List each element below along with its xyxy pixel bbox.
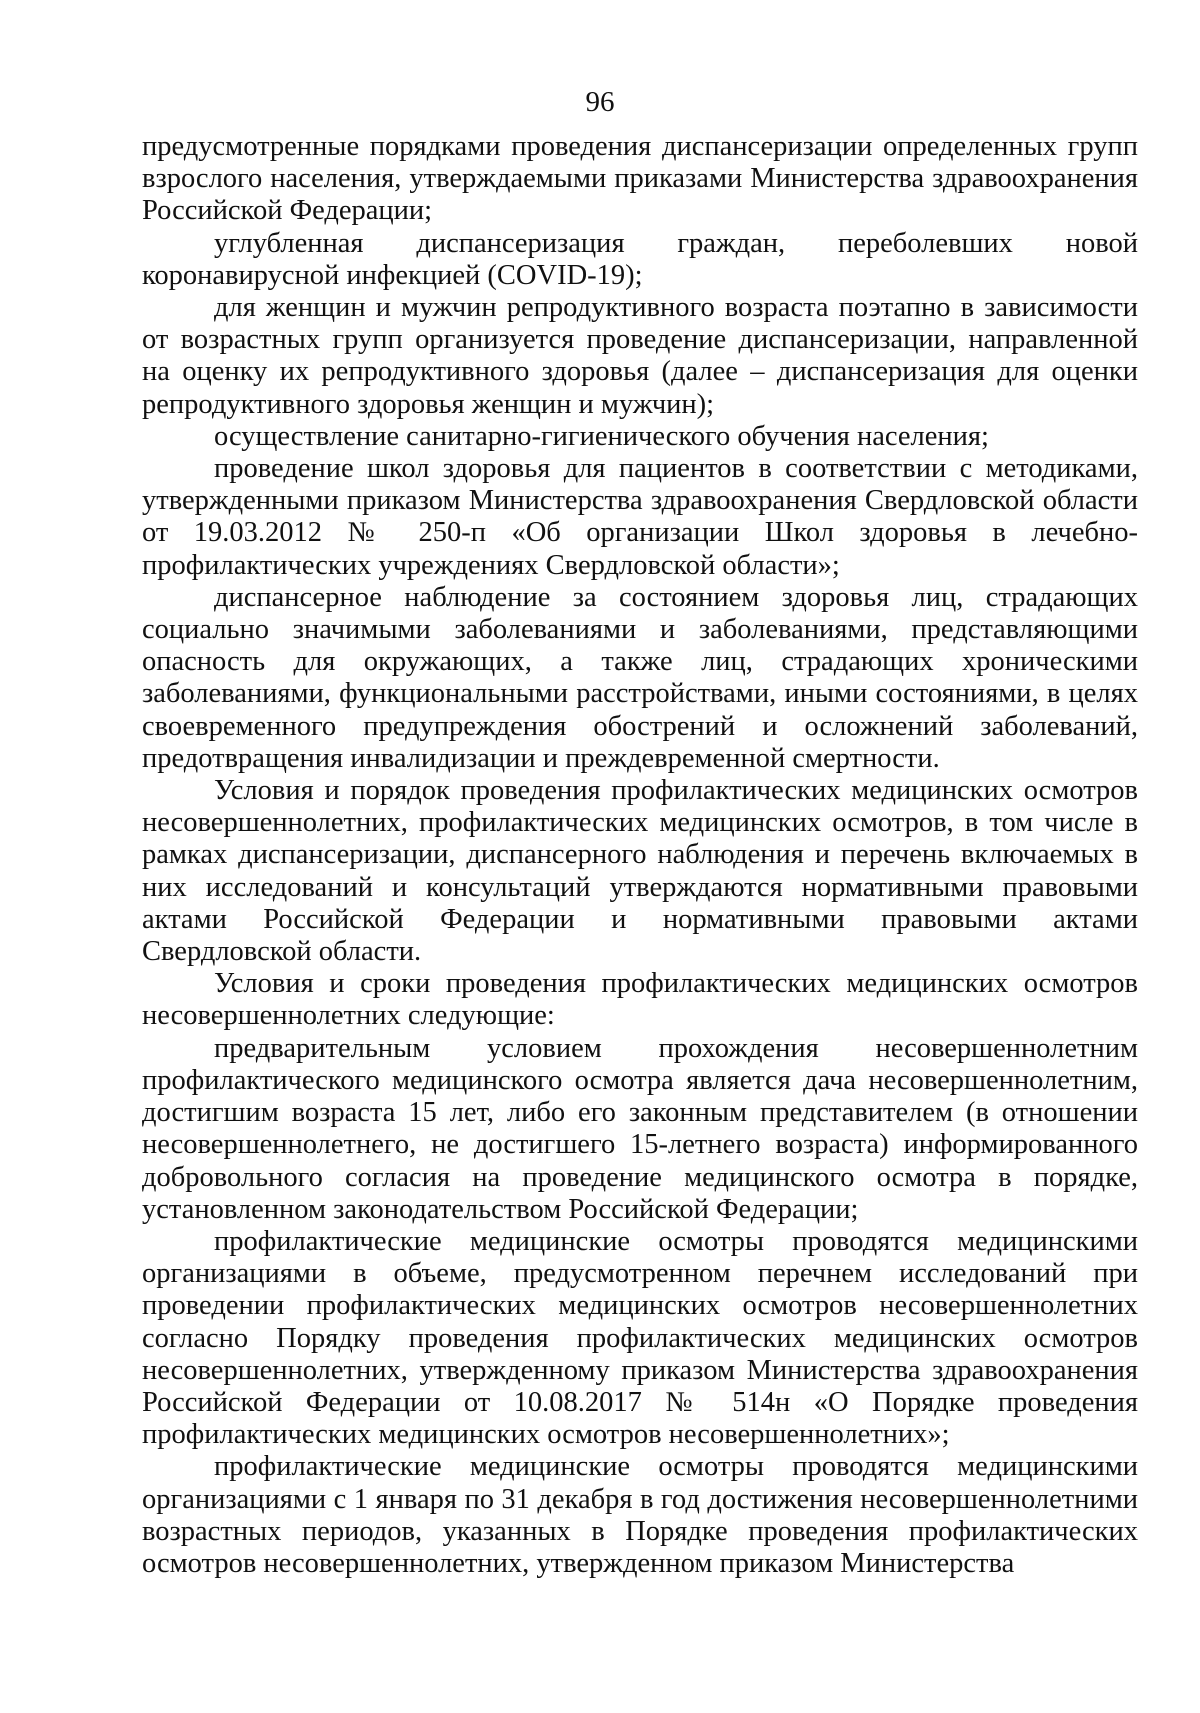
paragraph-covid-dispensarization: углубленная диспансеризация граждан, переболевших новой коронавирусной инфекцией (COVID-19); <box>142 227 1138 291</box>
paragraph-conditions-terms: Условия и сроки проведения профилактических медицинских осмотров несовершеннолетних следующие: <box>142 968 1138 1032</box>
paragraph-continuation: предусмотренные порядками проведения диспансеризации определенных групп взрослого населения, утверждаемыми приказами Министерства здравоохранения Российской Федерации; <box>142 131 1138 227</box>
page-number: 96 <box>585 86 615 118</box>
paragraph-exam-schedule: профилактические медицинские осмотры проводятся медицинскими организациями с 1 января по 31 декабря в год достижения несовершеннолетними возрастных периодов, указанных в Порядке проведения профилактических осмотров несовершеннолетних, утвержденном приказом Министерства <box>142 1451 1138 1579</box>
paragraph-sanitary-education: осуществление санитарно-гигиенического обучения населения; <box>214 420 989 452</box>
paragraph-health-schools: проведение школ здоровья для пациентов в соответствии с методиками, утвержденными приказом Министерства здравоохранения Свердловской области от 19.03.2012 № 250-п «Об организации Школ здоровья в лечебно-профилактических учреждениях Свердловской области»; <box>142 453 1138 581</box>
paragraph-conditions-procedure: Условия и порядок проведения профилактических медицинских осмотров несовершеннолетних, профилактических медицинских осмотров, в том числе в рамках диспансеризации, диспансерного наблюдения и перечень включаемых в них исследований и консультаций утверждаются нормативными правовыми актами Российской Федерации и нормативными правовыми актами Свердловской области. <box>142 775 1138 968</box>
paragraph-informed-consent: предварительным условием прохождения несовершеннолетним профилактического медицинского осмотра является дача несовершеннолетним, достигшим возраста 15 лет, либо его законным представителем (в отношении несовершеннолетнего, не достигшего 15-летнего возраста) информированного добровольного согласия на проведение медицинского осмотра в порядке, установленном законодательством Российской Федерации; <box>142 1032 1138 1225</box>
paragraph-reproductive-health: для женщин и мужчин репродуктивного возраста поэтапно в зависимости от возрастных групп организуется проведение диспансеризации, направленной на оценку их репродуктивного здоровья (далее – диспансеризация для оценки репродуктивного здоровья женщин и мужчин); <box>142 292 1138 420</box>
paragraph-exam-scope: профилактические медицинские осмотры проводятся медицинскими организациями в объеме, предусмотренном перечнем исследований при проведении профилактических медицинских осмотров несовершеннолетних согласно Порядку проведения профилактических медицинских осмотров несовершеннолетних, утвержденному приказом Министерства здравоохранения Российской Федерации от 10.08.2017 № 514н «О Порядке проведения профилактических медицинских осмотров несовершеннолетних»; <box>142 1225 1138 1451</box>
paragraph-dispensary-observation: диспансерное наблюдение за состоянием здоровья лиц, страдающих социально значимыми заболеваниями и заболеваниями, представляющими опасность для окружающих, а также лиц, страдающих хроническими заболеваниями, функциональными расстройствами, иными состояниями, в целях своевременного предупреждения обострений и осложнений заболеваний, предотвращения инвалидизации и преждевременной смертности. <box>142 581 1138 774</box>
document-body <box>142 131 1138 1580</box>
